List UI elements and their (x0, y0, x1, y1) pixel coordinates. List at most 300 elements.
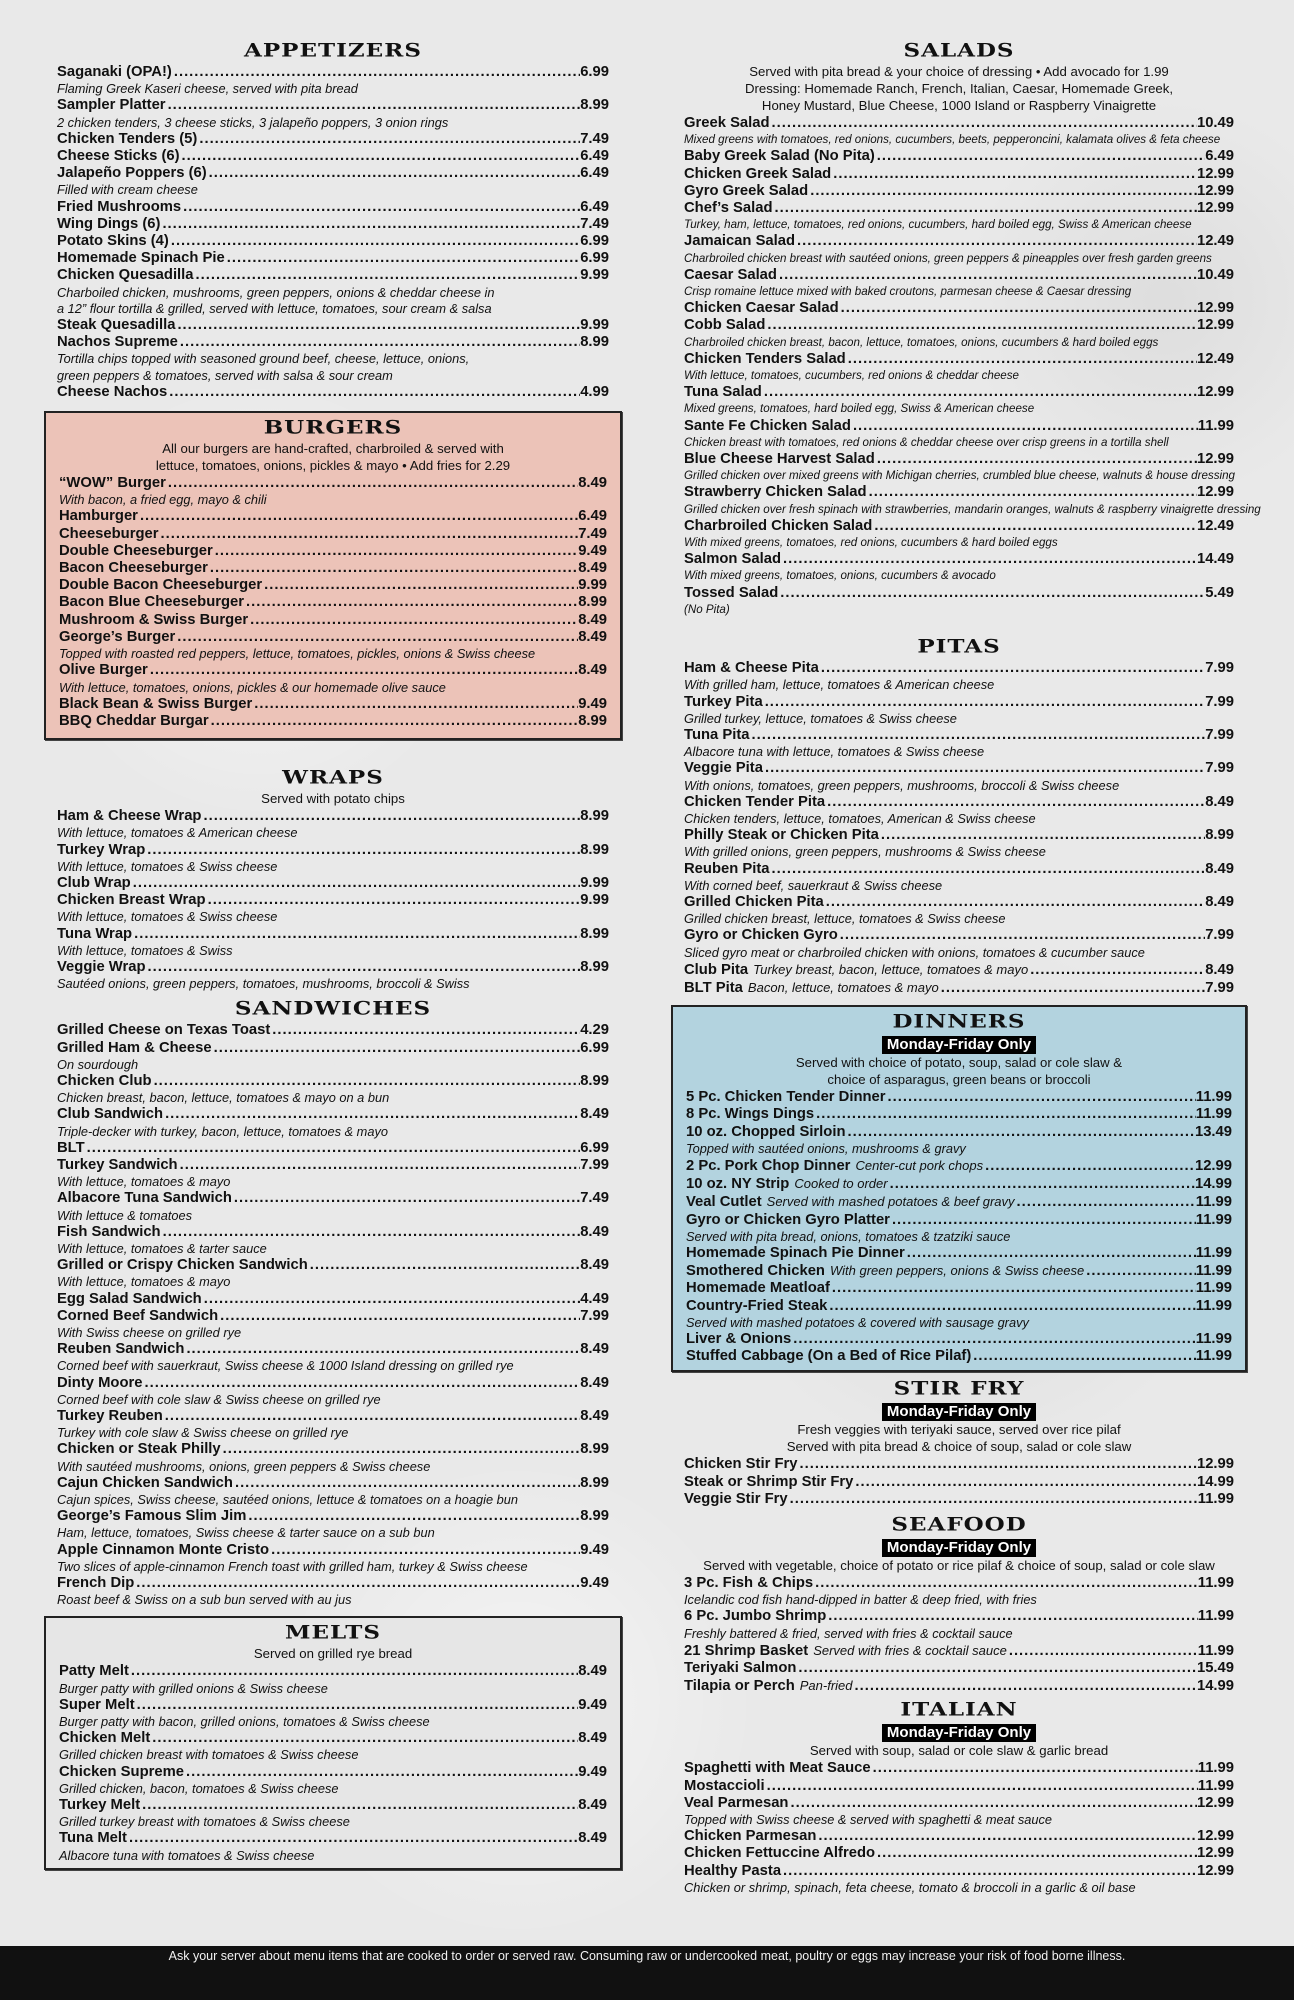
menu-item-row (57, 842, 609, 859)
item-price: 4.49 (580, 1290, 609, 1307)
section-note: Served on grilled rye bread (253, 1646, 413, 1662)
dot-leader (252, 696, 578, 713)
dot-leader (788, 1491, 1198, 1508)
item-price: 14.99 (1194, 1176, 1232, 1193)
menu-item-row (684, 927, 1234, 944)
item-description: Grilled turkey, lettuce, tomatoes & Swiss cheese (684, 710, 957, 726)
dot-leader (763, 694, 1206, 711)
item-name: Mushroom & Swiss Burger (59, 611, 249, 628)
item-description: With lettuce, tomatoes & tarter sauce (57, 1240, 267, 1256)
menu-item (57, 250, 609, 267)
item-price: 8.99 (580, 97, 609, 114)
item-inline-description: Turkey breast, bacon, lettuce, tomatoes & mayo (753, 961, 1029, 977)
menu-item-row (684, 585, 1234, 602)
dot-leader (178, 1157, 581, 1174)
item-name: Stuffed Cabbage (On a Bed of Rice Pilaf) (686, 1348, 972, 1365)
menu-item (57, 1224, 609, 1257)
item-description: Triple-decker with turkey, bacon, lettuce, tomatoes & mayo (57, 1123, 388, 1139)
dot-leader (175, 317, 580, 334)
menu-item (686, 1280, 1232, 1297)
dot-leader (872, 518, 1197, 535)
menu-item-row (57, 216, 609, 233)
item-description: Charboiled chicken, mushrooms, green peppers, onions & cheddar cheese in (57, 284, 495, 300)
item-name: Chicken Greek Salad (684, 165, 832, 182)
menu-item-row (684, 1660, 1234, 1677)
menu-item-row (686, 1280, 1232, 1297)
item-price: 7.49 (578, 525, 607, 542)
menu-item-row (686, 1245, 1232, 1262)
item-name: Chicken Tenders (5) (57, 130, 198, 147)
menu-item-row (684, 166, 1234, 183)
item-price: 12.99 (1196, 182, 1234, 199)
menu-item (684, 894, 1234, 927)
item-price: 12.49 (1196, 517, 1234, 534)
menu-item-row (59, 543, 607, 560)
item-price: 8.49 (580, 1341, 609, 1358)
section-note: Served with soup, salad or cole slaw & garlic bread (809, 1743, 1109, 1759)
section-title: STIR FRY (893, 1377, 1025, 1401)
menu-item-row (684, 1642, 1234, 1660)
dot-leader (846, 351, 1197, 368)
item-price: 9.49 (580, 1575, 609, 1592)
item-price: 6.49 (580, 165, 609, 182)
menu-item-row (59, 1663, 607, 1680)
item-name: Turkey Melt (59, 1797, 141, 1814)
menu-item-row (684, 518, 1234, 535)
item-price: 9.49 (578, 1763, 607, 1780)
item-price: 12.99 (1196, 1794, 1234, 1811)
item-price: 7.99 (580, 1307, 609, 1324)
menu-item (57, 1575, 609, 1608)
menu-item-row (57, 1157, 609, 1174)
menu-item (684, 451, 1234, 484)
section-title: SALADS (903, 39, 1015, 62)
dot-leader (853, 1678, 1197, 1695)
menu-item (59, 526, 607, 543)
item-name: Chicken Breast Wrap (57, 892, 206, 909)
item-description: Charbroiled chicken breast, bacon, lettuce, tomatoes, onions, cucumbers & hard boiled eggs (684, 335, 1159, 349)
menu-item (57, 1157, 609, 1190)
menu-item-row (57, 1508, 609, 1525)
item-price: 8.99 (580, 841, 609, 858)
dot-leader (208, 560, 578, 577)
item-name: Greek Salad (684, 115, 770, 131)
item-name: Smothered Chicken (686, 1263, 825, 1280)
menu-item-row (684, 1456, 1234, 1473)
item-name: Cheese Nachos (57, 383, 168, 400)
menu-item-row (686, 1298, 1232, 1315)
item-name: Tuna Wrap (57, 925, 133, 942)
menu-item (57, 926, 609, 959)
dot-leader (213, 543, 578, 560)
item-price: 8.49 (580, 1106, 609, 1123)
item-name: Dinty Moore (57, 1374, 143, 1391)
menu-item (684, 1491, 1234, 1508)
item-price: 8.49 (578, 1730, 607, 1747)
menu-item (59, 1764, 607, 1797)
menu-item-row (684, 1491, 1234, 1508)
menu-item (57, 233, 609, 250)
dot-leader (202, 1291, 580, 1308)
dot-leader (140, 1797, 578, 1814)
item-description-cont: green peppers & tomatoes, served with salsa & sour cream (57, 367, 393, 383)
item-price: 8.49 (578, 1797, 607, 1814)
dot-leader (1028, 962, 1205, 979)
section-title: ITALIAN (900, 1698, 1018, 1722)
dot-leader (886, 1089, 1196, 1106)
item-inline-description: Served with mashed potatoes & beef gravy (766, 1194, 1015, 1210)
menu-item-row (57, 808, 609, 825)
section-title: APPETIZERS (244, 39, 422, 62)
dot-leader (765, 317, 1197, 334)
menu-item-row (57, 131, 609, 148)
item-description: Turkey with cole slaw & Swiss cheese on grilled rye (57, 1425, 349, 1441)
item-price: 9.99 (578, 577, 607, 594)
dot-leader (143, 1375, 581, 1392)
menu-item (59, 629, 607, 662)
menu-item (684, 551, 1234, 584)
item-price: 6.49 (1205, 148, 1234, 165)
item-description: Filled with cream cheese (57, 182, 198, 198)
dot-leader (824, 894, 1205, 911)
item-price: 12.49 (1196, 233, 1234, 250)
item-name: Grilled Ham & Cheese (57, 1039, 212, 1056)
item-description: Served with mashed potatoes & covered with sausage gravy (686, 1314, 1029, 1330)
dot-leader (161, 1224, 581, 1241)
item-name: Chef’s Salad (684, 200, 773, 217)
dot-leader (778, 585, 1205, 602)
item-name: Turkey Pita (684, 693, 763, 710)
menu-item-row (684, 1828, 1234, 1845)
menu-item-row (59, 1830, 607, 1847)
menu-item (57, 1475, 609, 1508)
item-description: With grilled ham, lettuce, tomatoes & American cheese (684, 677, 995, 693)
item-name: Ham & Cheese Wrap (57, 808, 202, 825)
menu-item-row (57, 384, 609, 401)
section-italian (684, 1697, 1234, 1896)
item-price: 7.99 (580, 1156, 609, 1173)
item-description: With lettuce, tomatoes, cucumbers, red onions & cheddar cheese (684, 369, 1020, 383)
dot-leader (201, 808, 580, 825)
item-name: Liver & Onions (686, 1331, 792, 1347)
menu-item-row (684, 961, 1234, 979)
dot-leader (838, 927, 1205, 944)
menu-item (59, 1797, 607, 1830)
section-sandwiches (57, 996, 609, 1608)
dot-leader (1007, 1643, 1198, 1660)
menu-item-row (684, 727, 1234, 744)
menu-item-row (59, 629, 607, 646)
item-price: 12.49 (1196, 350, 1234, 367)
menu-item-row (57, 1308, 609, 1325)
dot-leader (184, 1764, 578, 1781)
menu-item-row (57, 1441, 609, 1458)
menu-item-row (59, 508, 607, 525)
item-description: With mixed greens, tomatoes, red onions, cucumbers & hard boiled eggs (684, 536, 1058, 550)
dot-leader (939, 980, 1205, 997)
menu-item (59, 1730, 607, 1763)
menu-item (59, 577, 607, 594)
item-price: 9.49 (578, 695, 607, 712)
item-name: Veggie Pita (684, 760, 763, 777)
item-description: With lettuce, tomatoes & mayo (57, 1174, 231, 1190)
item-name: Double Bacon Cheeseburger (59, 577, 263, 594)
item-description: (No Pita) (684, 602, 730, 616)
availability-badge-wrap (684, 1402, 1234, 1422)
menu-item-row (684, 1845, 1234, 1862)
dot-leader (262, 577, 578, 594)
item-name: Veal Cutlet (686, 1194, 762, 1211)
item-name: Turkey Reuben (57, 1408, 163, 1425)
menu-item-row (684, 317, 1234, 334)
menu-item (57, 1190, 609, 1223)
menu-item (57, 384, 609, 401)
dot-leader (166, 97, 581, 114)
dot-leader (813, 1575, 1198, 1592)
item-price: 12.99 (1196, 317, 1234, 334)
dot-leader (770, 861, 1206, 878)
item-description: Chicken breast with tomatoes, red onions & cheddar cheese over crisp greens in a tortilla shell (684, 435, 1169, 449)
item-price: 8.99 (580, 808, 609, 825)
menu-item-row (59, 662, 607, 679)
item-name: Steak Quesadilla (57, 317, 176, 334)
menu-item-row (57, 148, 609, 165)
dot-leader (221, 1441, 581, 1458)
item-price: 7.49 (580, 1190, 609, 1207)
item-price: 5.49 (1205, 584, 1234, 601)
item-description: Sliced gyro meat or charbroiled chicken with onions, tomatoes & cucumber sauce (684, 944, 1145, 960)
item-name: Reuben Sandwich (57, 1341, 185, 1358)
section-note: Served with potato chips (261, 791, 405, 807)
item-price: 12.99 (1196, 1828, 1234, 1845)
item-name: Hamburger (59, 508, 138, 525)
item-price: 8.49 (580, 1223, 609, 1240)
menu-item (684, 1828, 1234, 1845)
item-price: 9.99 (580, 892, 609, 909)
menu-item (684, 1608, 1234, 1641)
item-description: Freshly battered & fried, served with fries & cocktail sauce (684, 1625, 1013, 1641)
item-description: With lettuce, tomatoes & mayo (57, 1274, 231, 1290)
item-name: Country-Fried Steak (686, 1297, 828, 1314)
dot-leader (763, 760, 1205, 777)
menu-item-row (59, 1764, 607, 1781)
menu-item (684, 961, 1234, 979)
menu-item-row (59, 1730, 607, 1747)
menu-item (684, 351, 1234, 384)
item-name: Spaghetti with Meat Sauce (684, 1760, 871, 1777)
item-price: 11.99 (1197, 1608, 1234, 1625)
menu-item-row (684, 1677, 1234, 1695)
menu-item-row (684, 861, 1234, 878)
menu-item-row (684, 384, 1234, 401)
item-name: Jamaican Salad (684, 233, 796, 250)
menu-item-row (684, 148, 1234, 165)
dot-leader (178, 334, 580, 351)
section-dinners (671, 1005, 1247, 1372)
menu-item-row (59, 696, 607, 713)
item-description: Grilled chicken breast, lettuce, tomatoes & Swiss cheese (684, 911, 1006, 927)
dot-leader (875, 451, 1197, 468)
menu-item-row (684, 1795, 1234, 1812)
menu-item (57, 131, 609, 148)
menu-item (57, 1542, 609, 1575)
menu-item (57, 959, 609, 992)
section-note: Served with pita bread & your choice of dressing • Add avocado for 1.99 (749, 64, 1169, 79)
item-name: Chicken Stir Fry (684, 1456, 798, 1473)
item-price: 12.99 (1196, 165, 1234, 182)
menu-item (684, 148, 1234, 165)
menu-item-row (57, 1475, 609, 1492)
item-price: 8.99 (580, 334, 609, 351)
dot-leader (180, 148, 581, 165)
item-name: Steak or Shrimp Stir Fry (684, 1473, 854, 1490)
dot-leader (160, 216, 580, 233)
item-name: Chicken Quesadilla (57, 267, 194, 284)
item-description: Albacore tuna with lettuce, tomatoes & Swiss cheese (684, 744, 985, 760)
item-name: Homemade Spinach Pie Dinner (686, 1244, 905, 1261)
item-price: 8.49 (578, 662, 607, 679)
item-price: 4.29 (580, 1022, 609, 1039)
menu-item (57, 165, 609, 198)
menu-item-row (57, 1575, 609, 1592)
item-name: Wing Dings (6) (57, 215, 161, 232)
item-description: Grilled chicken over fresh spinach with strawberries, mandarin oranges, walnuts & raspberry vinaigrette dressing (684, 502, 1261, 516)
item-name: Tilapia or Perch (684, 1678, 795, 1695)
dot-leader (888, 1176, 1195, 1193)
dot-leader (851, 418, 1198, 435)
menu-item (57, 1040, 609, 1073)
menu-item (686, 1262, 1232, 1280)
item-description: Grilled chicken, bacon, tomatoes & Swiss cheese (59, 1780, 339, 1796)
section-note: Dressing: Homemade Ranch, French, Italian, Caesar, Homemade Greek, (744, 81, 1174, 96)
item-price: 8.49 (578, 1663, 607, 1680)
item-description: Grilled chicken breast with tomatoes & Swiss cheese (59, 1747, 359, 1763)
menu-item (684, 794, 1234, 827)
item-price: 11.99 (1195, 1348, 1232, 1365)
menu-item-row (57, 1408, 609, 1425)
item-name: 2 Pc. Pork Chop Dinner (686, 1157, 851, 1174)
left-column (57, 38, 609, 1870)
item-description: 2 chicken tenders, 3 cheese sticks, 3 jalapeño poppers, 3 onion rings (57, 114, 449, 130)
menu-item-row (57, 334, 609, 351)
menu-item (684, 694, 1234, 727)
right-column (684, 38, 1261, 1896)
menu-item-row (57, 97, 609, 114)
item-name: Chicken Fettuccine Alfredo (684, 1845, 876, 1862)
menu-item-row (57, 1140, 609, 1157)
menu-item (684, 727, 1234, 760)
dot-leader (770, 115, 1197, 132)
availability-badge: Monday-Friday Only (882, 1403, 1036, 1421)
item-name: Club Sandwich (57, 1106, 164, 1123)
dot-leader (131, 875, 580, 892)
item-description: Grilled turkey breast with tomatoes & Swiss cheese (59, 1814, 350, 1830)
menu-item-row (684, 484, 1234, 501)
dot-leader (839, 300, 1197, 317)
item-name: Potato Skins (4) (57, 233, 169, 250)
item-name: Apple Cinnamon Monte Cristo (57, 1541, 270, 1558)
item-price: 11.99 (1197, 1777, 1234, 1794)
item-name: Gyro or Chicken Gyro Platter (686, 1211, 890, 1228)
menu-item (59, 1697, 607, 1730)
section-note: Served with pita bread & choice of soup, salad or cole slaw (786, 1439, 1132, 1455)
dot-leader (232, 1190, 580, 1207)
menu-item-row (684, 300, 1234, 317)
item-price: 7.99 (1205, 693, 1234, 710)
item-name: Cobb Salad (684, 317, 766, 334)
menu-item-row (59, 526, 607, 543)
dot-leader (127, 1830, 578, 1847)
menu-item (684, 518, 1234, 551)
menu-item (684, 1845, 1234, 1862)
menu-item (59, 1663, 607, 1696)
item-price: 8.49 (580, 1408, 609, 1425)
item-name: Sampler Platter (57, 97, 166, 114)
item-price: 6.99 (580, 250, 609, 267)
item-price: 8.49 (580, 1374, 609, 1391)
menu-item-row (684, 1474, 1234, 1491)
menu-item (686, 1175, 1232, 1193)
item-name: Grilled Chicken Pita (684, 893, 824, 910)
dot-leader (269, 1542, 580, 1559)
availability-badge-wrap (684, 1538, 1234, 1558)
item-price: 6.99 (580, 233, 609, 250)
section-salads (684, 38, 1261, 618)
item-description: Chicken tenders, lettuce, tomatoes, American & Swiss cheese (684, 810, 1036, 826)
item-name: Egg Salad Sandwich (57, 1290, 202, 1307)
item-price: 8.49 (578, 560, 607, 577)
food-safety-footer (0, 1946, 1294, 2000)
item-price: 12.99 (1196, 451, 1234, 468)
section-title: SEAFOOD (891, 1513, 1027, 1536)
dot-leader (138, 508, 578, 525)
item-price: 12.99 (1196, 384, 1234, 401)
menu-item (57, 1022, 609, 1039)
item-price: 9.49 (580, 1541, 609, 1558)
item-description: Roast beef & Swiss on a sub bun served with au jus (57, 1592, 352, 1608)
dot-leader (152, 1073, 581, 1090)
dot-leader (270, 1022, 580, 1039)
section-note: Served with choice of potato, soup, salad or cole slaw & (795, 1055, 1123, 1071)
item-name: Nachos Supreme (57, 334, 178, 351)
menu-item (684, 1642, 1234, 1660)
menu-item-row (684, 760, 1234, 777)
item-description: Cajun spices, Swiss cheese, sautéed onions, lettuce & tomatoes on a hoagie bun (57, 1492, 518, 1508)
dot-leader (826, 1608, 1198, 1625)
dot-leader (132, 926, 580, 943)
item-price: 6.99 (580, 64, 609, 80)
item-description: Charbroiled chicken breast with sautéed onions, green peppers & pineapples over fresh garden greens (684, 251, 1212, 265)
dot-leader (773, 200, 1197, 217)
menu-item (686, 1193, 1232, 1211)
menu-item (684, 827, 1234, 860)
item-name: Tuna Salad (684, 384, 762, 401)
item-name: Chicken Tenders Salad (684, 350, 846, 367)
item-price: 11.99 (1195, 1280, 1232, 1297)
dot-leader (867, 484, 1197, 501)
item-description: Two slices of apple-cinnamon French toast with grilled ham, turkey & Swiss cheese (57, 1558, 528, 1574)
item-name: Veggie Wrap (57, 958, 146, 975)
item-price: 8.49 (578, 475, 607, 492)
menu-item (57, 1257, 609, 1290)
menu-item (57, 1441, 609, 1474)
menu-item (57, 1140, 609, 1157)
dot-leader (871, 1760, 1198, 1777)
dot-leader (212, 1040, 581, 1057)
item-name: George’s Famous Slim Jim (57, 1508, 247, 1525)
item-price: 8.49 (1205, 893, 1234, 910)
dot-leader (788, 1795, 1196, 1812)
